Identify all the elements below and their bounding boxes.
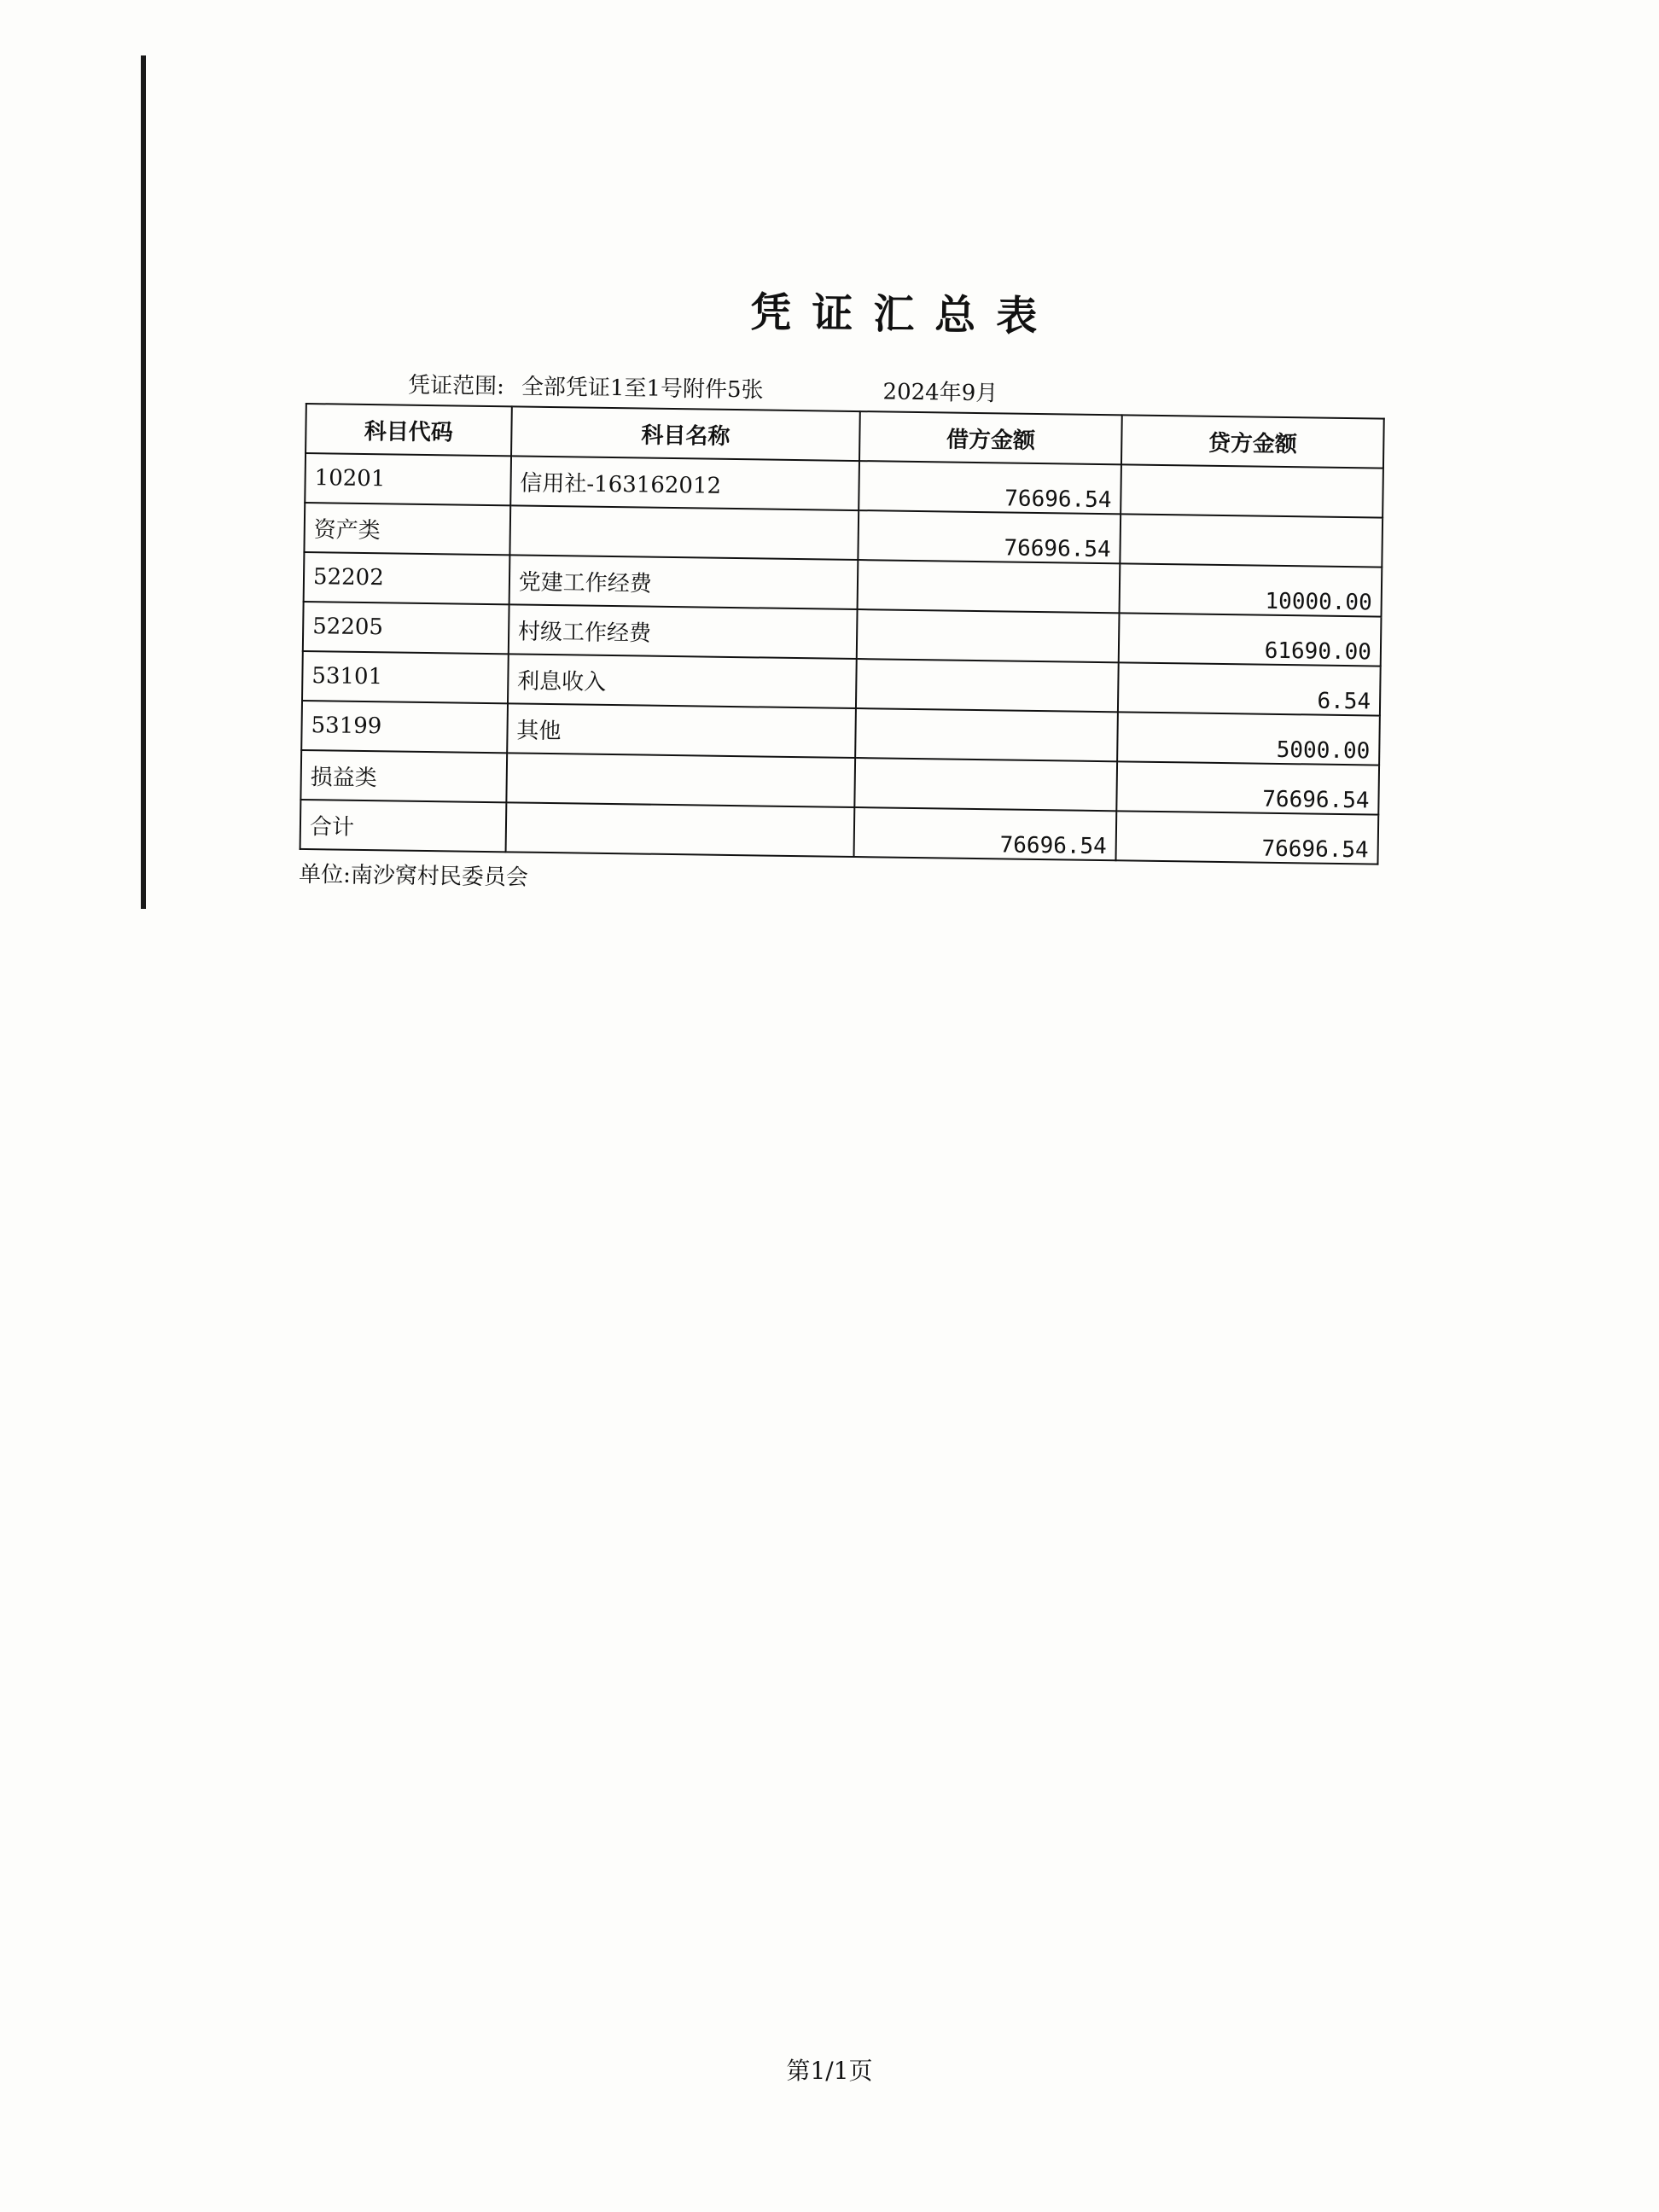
voucher-range-label: 凭证范围: [407, 372, 505, 400]
header-debit-amount: 借方金额 [859, 411, 1122, 464]
unit-label: 单位:南沙窝村民委员会 [298, 861, 529, 891]
debit-amount [858, 560, 1121, 613]
header-account-name: 科目名称 [511, 406, 860, 461]
scan-edge-line [141, 55, 146, 909]
debit-amount: 76696.54 [859, 510, 1121, 563]
credit-amount: 5000.00 [1117, 712, 1380, 765]
account-code: 损益类 [300, 750, 507, 802]
account-name: 党建工作经费 [509, 555, 858, 609]
credit-amount [1120, 514, 1382, 567]
account-code: 资产类 [304, 503, 510, 555]
summary-table [300, 403, 1385, 865]
debit-amount [857, 609, 1120, 662]
voucher-summary-document [299, 273, 1417, 904]
account-code: 52205 [303, 602, 509, 654]
debit-amount [855, 758, 1118, 811]
account-name [509, 505, 859, 560]
credit-amount: 76696.54 [1116, 811, 1379, 864]
debit-amount: 76696.54 [859, 461, 1121, 514]
page-number: 第1/1页 [786, 2057, 873, 2085]
header-account-code: 科目代码 [306, 404, 512, 456]
account-name: 村级工作经费 [509, 604, 858, 659]
document-title: 凭证汇总表 [749, 288, 1058, 341]
credit-amount: 6.54 [1118, 662, 1381, 715]
debit-amount [856, 659, 1119, 712]
period: 2024年9月 [882, 379, 998, 407]
account-name [506, 753, 855, 807]
account-name: 其他 [507, 703, 856, 758]
account-code: 10201 [305, 453, 511, 505]
account-name [505, 802, 854, 857]
account-code: 53101 [302, 651, 509, 703]
credit-amount: 10000.00 [1120, 563, 1382, 616]
credit-amount [1121, 464, 1383, 517]
debit-amount: 76696.54 [854, 807, 1117, 860]
credit-amount: 61690.00 [1119, 613, 1382, 666]
header-credit-amount: 贷方金额 [1121, 415, 1384, 468]
account-code: 53199 [301, 701, 508, 753]
voucher-range-value: 全部凭证1至1号附件5张 [521, 374, 764, 404]
credit-amount: 76696.54 [1116, 761, 1379, 814]
account-code: 52202 [304, 552, 510, 604]
account-code: 合计 [300, 800, 507, 852]
account-name: 利息收入 [508, 654, 857, 708]
account-name: 信用社-163162012 [510, 456, 859, 510]
debit-amount [855, 708, 1118, 761]
